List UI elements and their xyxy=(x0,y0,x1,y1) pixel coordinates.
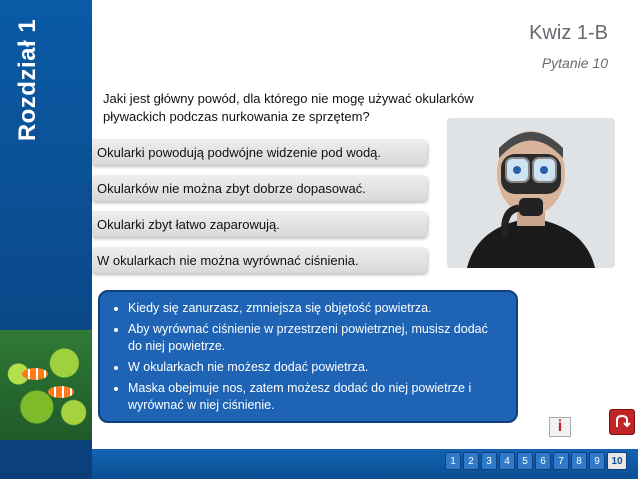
page-button-5[interactable]: 5 xyxy=(517,452,533,470)
page-button-10-current[interactable]: 10 xyxy=(607,452,627,470)
answer-option-1[interactable]: Okularki powodują podwójne widzenie pod wodą. xyxy=(92,139,427,165)
answer-option-2[interactable]: Okularków nie można zbyt dobrze dopasować. xyxy=(92,175,427,201)
page-button-1[interactable]: 1 xyxy=(445,452,461,470)
page-navigation xyxy=(445,452,627,470)
sidebar xyxy=(0,0,92,479)
feedback-bullet: • Aby wyrównać ciśnienie w przestrzeni powietrznej, musisz dodać do niej powietrze. xyxy=(128,321,504,355)
return-button[interactable] xyxy=(609,409,635,435)
page-button-9[interactable]: 9 xyxy=(589,452,605,470)
return-arrow-icon xyxy=(613,413,631,431)
page-button-6[interactable]: 6 xyxy=(535,452,551,470)
diver-image xyxy=(447,118,615,268)
chapter-title-text: Rozdział 1 xyxy=(14,18,42,142)
question-number: Pytanie 10 xyxy=(541,55,608,71)
feedback-bullet: • W okularkach nie możesz dodać powietrza. xyxy=(128,359,504,376)
question-text: Jaki jest główny powód, dla którego nie mogę używać okularków pływackich podczas nurkowania ze sprzętem? xyxy=(103,91,474,124)
answer-option-3[interactable]: Okularki zbyt łatwo zaparowują. xyxy=(92,211,427,237)
feedback-bullet: • Kiedy się zanurzasz, zmniejsza się objętość powietrza. xyxy=(128,300,504,317)
page-button-8[interactable]: 8 xyxy=(571,452,587,470)
page-button-3[interactable]: 3 xyxy=(481,452,497,470)
quiz-title: Kwiz 1-B xyxy=(529,22,608,44)
feedback-panel xyxy=(98,290,518,423)
feedback-bullet: • Maska obejmuje nos, zatem możesz dodać do niej powietrze i wyrównać w niej ciśnienie. xyxy=(128,380,504,414)
clownfish-image xyxy=(22,368,48,380)
page-button-4[interactable]: 4 xyxy=(499,452,515,470)
diver-illustration xyxy=(447,118,615,268)
page-button-7[interactable]: 7 xyxy=(553,452,569,470)
coral-reef-image xyxy=(0,330,92,440)
answer-option-4[interactable]: W okularkach nie można wyrównać ciśnienia. xyxy=(92,247,427,273)
feedback-list xyxy=(110,300,504,414)
clownfish-image xyxy=(48,386,74,398)
chapter-title xyxy=(10,10,46,150)
info-button[interactable]: i xyxy=(549,417,571,437)
page-button-2[interactable]: 2 xyxy=(463,452,479,470)
